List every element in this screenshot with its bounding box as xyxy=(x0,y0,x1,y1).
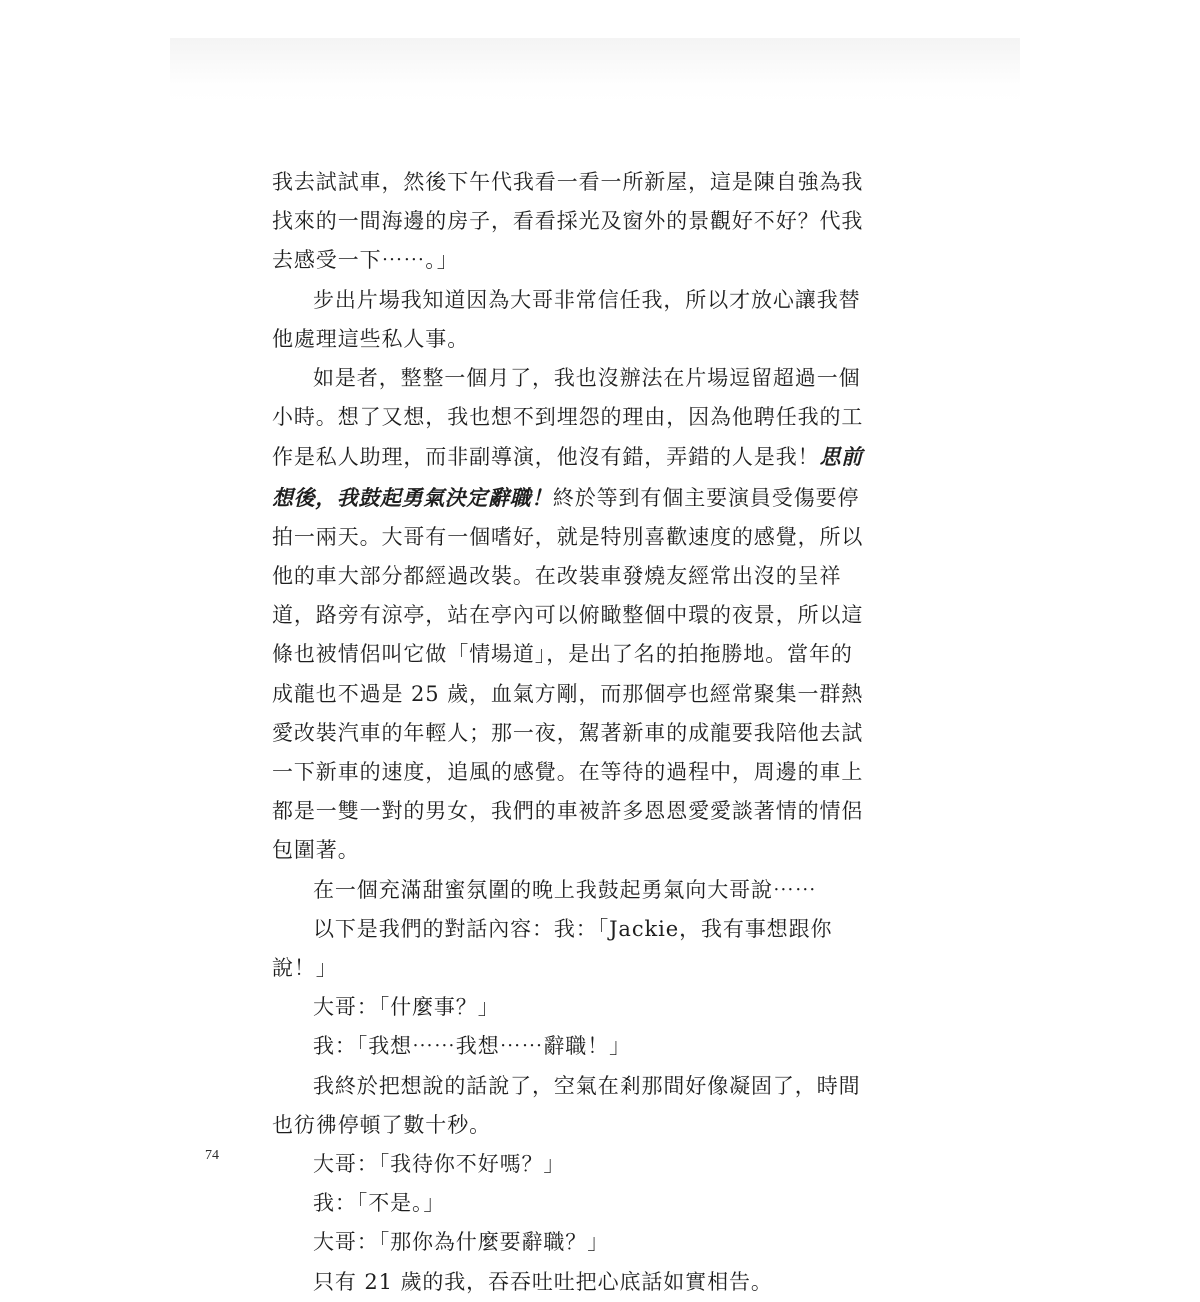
paragraph-text: 大哥：「我待你不好嗎？」 xyxy=(313,1152,566,1177)
paragraph-text: 步出片場我知道因為大哥非常信任我，所以才放心讓我替他處理這些私人事。 xyxy=(272,287,861,351)
paragraph-text: 我：「我想⋯⋯我想⋯⋯辭職！」 xyxy=(313,1034,631,1059)
paragraph-text: 我終於把想說的話說了，空氣在剎那間好像凝固了，時間也彷彿停頓了數十秒。 xyxy=(272,1073,861,1137)
paragraph-text: 在一個充滿甜蜜氛圍的晚上我鼓起勇氣向大哥說⋯⋯ xyxy=(313,877,817,902)
paragraph-text: 我去試試車，然後下午代我看一看一所新屋，這是陳自強為我找來的一間海邊的房子，看看採光及窗外的景觀好不好？代我去感受一下⋯⋯。」 xyxy=(272,170,864,273)
emphasized-text: 思前想後，我鼓起勇氣決定辭職！ xyxy=(272,444,863,510)
paragraph-text: 我：「不是。」 xyxy=(313,1191,446,1216)
paragraph-text: 如是者，整整一個月了，我也沒辦法在片場逗留超過一個小時。想了又想，我也想不到埋怨的理由，因為他聘任我的工作是私人助理，而非副導演，他沒有錯，弄錯的人是我！ xyxy=(272,366,864,470)
paragraph-text: 只有 21 歲的我，吞吞吐吐把心底話如實相告。 xyxy=(313,1269,773,1294)
paragraph-12 xyxy=(272,1263,872,1302)
paragraph-4 xyxy=(272,871,872,910)
paragraph-text: 終於等到有個主要演員受傷要停拍一兩天。大哥有一個嗜好，就是特別喜歡速度的感覺，所以他的車大部分都經過改裝。在改裝車發燒友經常出沒的呈祥道，路旁有涼亭，站在亭內可以俯瞰整個中環的夜景，所以這條也被情侶叫它做「情場道」，是出了名的拍拖勝地。當年的成龍也不過是 25 歲，血氣方剛，而那個亭也經常聚集一群熱愛改裝汽車的年輕人；那一夜，駕著新車的成龍要我陪他去試一下新車的速度，追風的感覺。在等待的過程中，周邊的車上都是一雙一對的男女，我們的車被許多恩恩愛愛談著情的情侶包圍著。 xyxy=(272,485,864,863)
dialogue-line xyxy=(272,1145,872,1184)
paragraph-8 xyxy=(272,1067,872,1145)
dialogue-line xyxy=(272,1027,872,1066)
paragraph-text: 以下是我們的對話內容：我：「Jackie，我有事想跟你說！」 xyxy=(272,916,833,981)
paragraph-text: 大哥：「那你為什麼要辭職？」 xyxy=(313,1230,610,1255)
scan-shadow xyxy=(170,38,1020,108)
dialogue-line xyxy=(272,1184,872,1223)
dialogue-line xyxy=(272,988,872,1027)
dialogue-line xyxy=(272,1223,872,1262)
dialogue-line xyxy=(272,910,872,988)
paragraph-3 xyxy=(272,359,872,871)
paragraph-2 xyxy=(272,281,872,359)
paragraph-text: 大哥：「什麼事？」 xyxy=(313,995,500,1020)
paragraph-1 xyxy=(272,163,872,281)
body-text xyxy=(272,163,872,1302)
page-number: 74 xyxy=(205,1148,219,1163)
